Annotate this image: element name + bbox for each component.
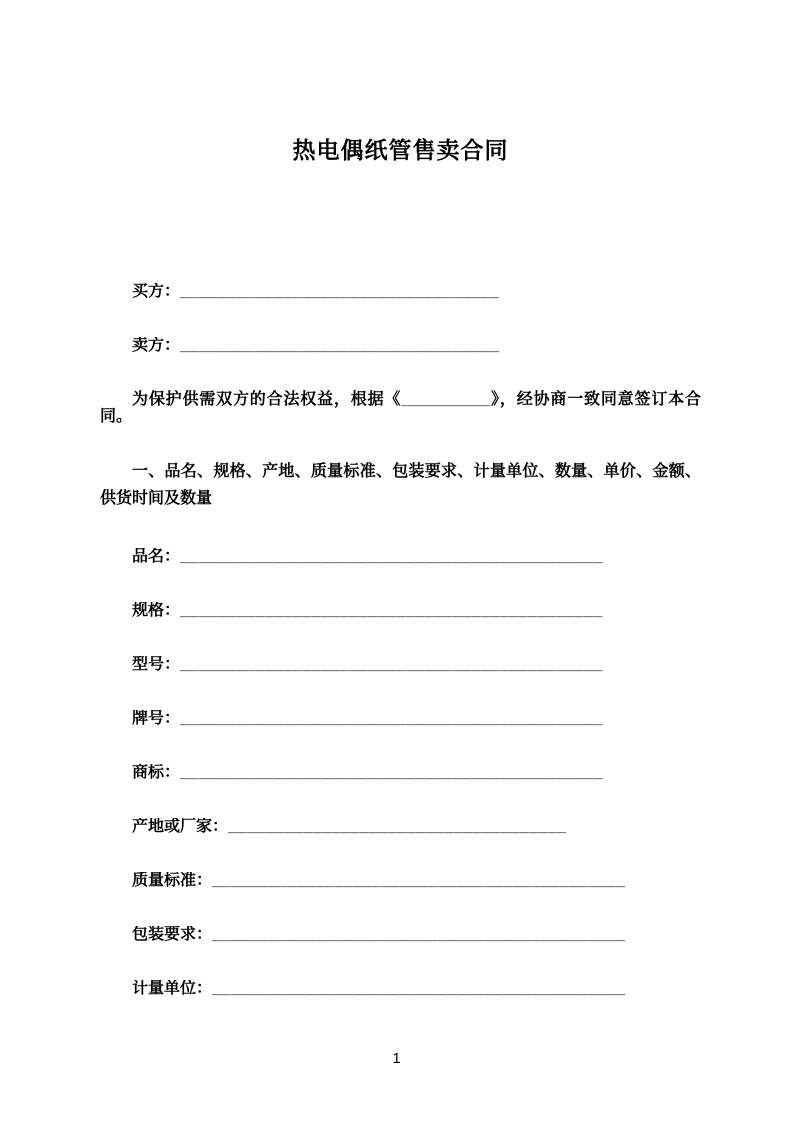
field-label: 型号： xyxy=(132,655,181,673)
field-blank: ____________________________________ xyxy=(228,817,567,835)
field-blank: _____________________________________________ xyxy=(180,763,603,781)
field-line-shangbiao xyxy=(100,764,701,781)
field-line-paihao xyxy=(100,710,701,727)
document-title: 热电偶纸管售卖合同 xyxy=(292,137,509,163)
field-blank: ____________________________________________ xyxy=(212,925,626,943)
field-label: 包装要求： xyxy=(132,925,213,943)
buyer-line xyxy=(100,283,701,300)
field-blank: _____________________________________________ xyxy=(180,601,603,619)
seller-line xyxy=(100,337,701,354)
field-label: 商标： xyxy=(132,763,181,781)
seller-label: 卖方： xyxy=(132,336,181,354)
buyer-blank: __________________________________ xyxy=(180,282,500,300)
field-label: 计量单位： xyxy=(132,979,213,997)
field-line-chandi xyxy=(100,818,701,835)
buyer-label: 买方： xyxy=(132,282,181,300)
field-label: 规格： xyxy=(132,601,181,619)
field-line-xinghao xyxy=(100,656,701,673)
field-blank: _____________________________________________ xyxy=(180,547,603,565)
seller-blank: __________________________________ xyxy=(180,336,500,354)
field-blank: ____________________________________________ xyxy=(212,871,626,889)
page-number: 1 xyxy=(392,1050,401,1067)
field-line-zhiliangbiaozhun xyxy=(100,872,701,889)
field-line-jiliangdanwei xyxy=(100,980,701,997)
section-heading: 一、品名、规格、产地、质量标准、包装要求、计量单位、数量、单价、金额、供货时间及数量 xyxy=(100,462,701,507)
field-label: 品名： xyxy=(132,547,181,565)
field-label: 产地或厂家： xyxy=(132,817,229,835)
field-blank: ____________________________________________ xyxy=(212,979,626,997)
field-blank: _____________________________________________ xyxy=(180,655,603,673)
field-label: 质量标准： xyxy=(132,871,213,889)
field-blank: _____________________________________________ xyxy=(180,709,603,727)
field-line-baozhuangyaoqiu xyxy=(100,926,701,943)
field-line-pinming xyxy=(100,548,701,565)
field-label: 牌号： xyxy=(132,709,181,727)
fields-list xyxy=(100,548,701,997)
field-line-guige xyxy=(100,602,701,619)
intro-paragraph: 为保护供需双方的合法权益，根据《__________》，经协商一致同意签订本合同。 xyxy=(100,390,701,425)
